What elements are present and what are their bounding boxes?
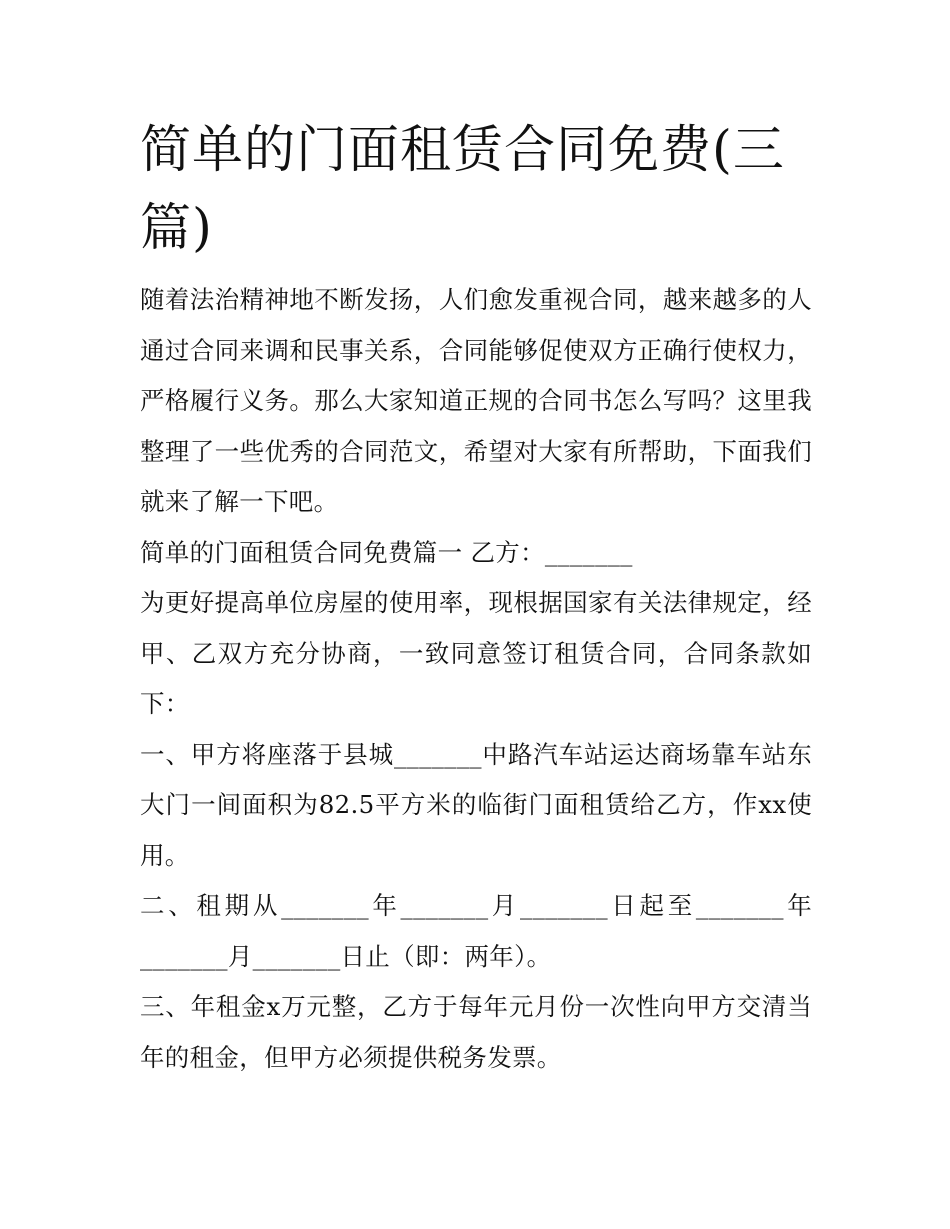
document-title: 简单的门面租赁合同免费(三篇): [140, 121, 785, 258]
document-body: [140, 275, 812, 1083]
section-heading-part-one: 简单的门面租赁合同免费篇一 乙方：_______: [140, 537, 633, 567]
intro-paragraph: 随着法治精神地不断发扬，人们愈发重视合同，越来越多的人通过合同来调和民事关系，合同能够促使双方正确行使权力，严格履行义务。那么大家知道正规的合同书怎么写吗？这里我整理了一些优秀的合同范文，希望对大家有所帮助，下面我们就来了解一下吧。: [140, 285, 812, 516]
clause-2: 二、租期从_______年_______月_______日起至_______年_______月_______日止（即：两年）。: [140, 891, 812, 971]
preamble-paragraph: 为更好提高单位房屋的使用率，现根据国家有关法律规定，经甲、乙双方充分协商，一致同意签订租赁合同，合同条款如下：: [140, 588, 812, 718]
clause-3: 三、年租金x万元整，乙方于每年元月份一次性向甲方交清当年的租金，但甲方必须提供税务发票。: [140, 992, 812, 1072]
clause-1: 一、甲方将座落于县城_______中路汽车站运达商场靠车站东大门一间面积为82.5平方米的临街门面租赁给乙方，作xx使用。: [140, 739, 812, 870]
